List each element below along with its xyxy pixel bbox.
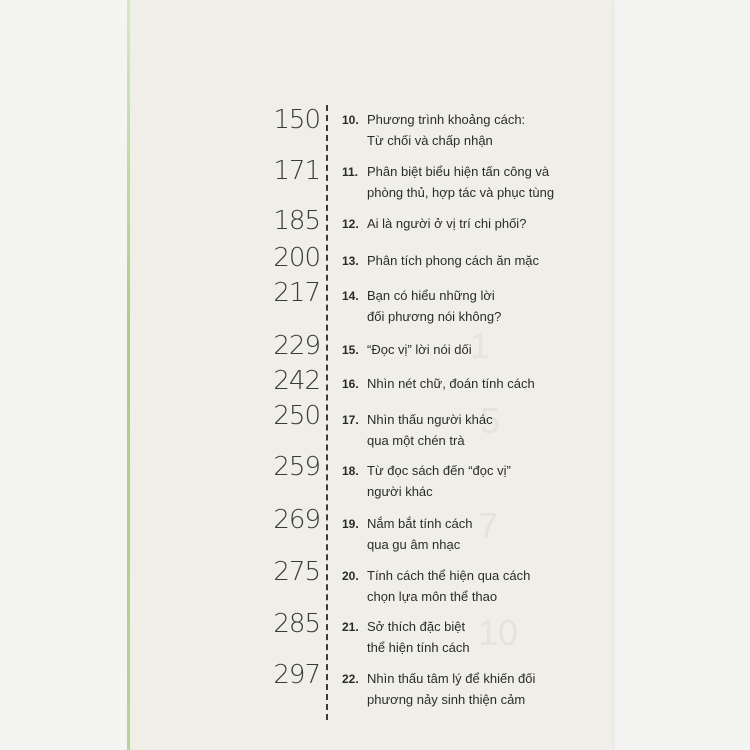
toc-page-number: 150 [273,105,320,135]
toc-chapter-title: Ai là người ở vị trí chi phối? [367,216,527,231]
toc-chapter-number: 18. [342,464,359,478]
toc-chapter-number: 20. [342,569,359,583]
toc-chapter-title: Bạn có hiểu những lời đối phương nói không? [367,288,502,324]
toc-page-number: 297 [273,660,320,690]
toc-chapter-title: Phân biệt biểu hiện tấn công và phòng thủ, hợp tác và phục tùng [367,164,555,200]
toc-page-number: 285 [273,609,320,639]
toc-chapter-number: 14. [342,289,359,303]
toc-chapter-title: Phân tích phong cách ăn mặc [367,253,540,268]
toc-page-number: 200 [273,243,320,273]
toc-page-number: 259 [273,452,320,482]
toc-chapter-title: Nhìn nét chữ, đoán tính cách [367,376,535,391]
toc-page-number: 185 [273,206,320,236]
toc-chapter-number: 12. [342,217,359,231]
toc-page-number: 171 [273,156,320,186]
show-through-decoration: 1 [470,325,491,366]
show-through-decoration: 7 [478,505,499,546]
toc-chapter-number: 11. [342,165,359,179]
show-through-decoration: 5 [480,400,501,441]
toc-chapter-title: Nắm bắt tính cách qua gu âm nhạc [367,516,473,552]
toc-chapter-number: 22. [342,672,359,686]
toc-chapter-title: Sở thích đặc biệt thể hiện tính cách [367,619,470,655]
toc-divider-line [326,105,328,720]
toc-chapter-title: Tính cách thể hiện qua cách chọn lựa môn thể thao [367,568,531,604]
toc-chapter-number: 17. [342,413,359,427]
toc-page-number: 269 [273,505,320,535]
toc-page-number: 250 [273,401,320,431]
toc-page-number: 242 [273,366,320,396]
toc-chapter-number: 13. [342,254,359,268]
toc-chapter-title: “Đọc vị” lời nói dối [367,342,472,357]
toc-page-number: 229 [273,331,320,361]
toc-chapter-title: Nhìn thấu người khác qua một chén trà [367,412,493,448]
toc-chapter-number: 16. [342,377,359,391]
toc-chapter-title: Nhìn thấu tâm lý để khiến đối phương nảy sinh thiện cảm [367,671,536,707]
toc-page-number: 275 [273,557,320,587]
toc-page-number: 217 [273,278,320,308]
toc-chapter-number: 15. [342,343,359,357]
toc-chapter-number: 21. [342,620,359,634]
toc-chapter-title: Phương trình khoảng cách: Từ chối và chấp nhận [367,112,526,148]
toc-chapter-number: 10. [342,113,359,127]
show-through-decoration: 10 [478,612,519,653]
toc-chapter-title: Từ đọc sách đến “đọc vị” người khác [367,463,511,499]
toc-chapter-number: 19. [342,517,359,531]
